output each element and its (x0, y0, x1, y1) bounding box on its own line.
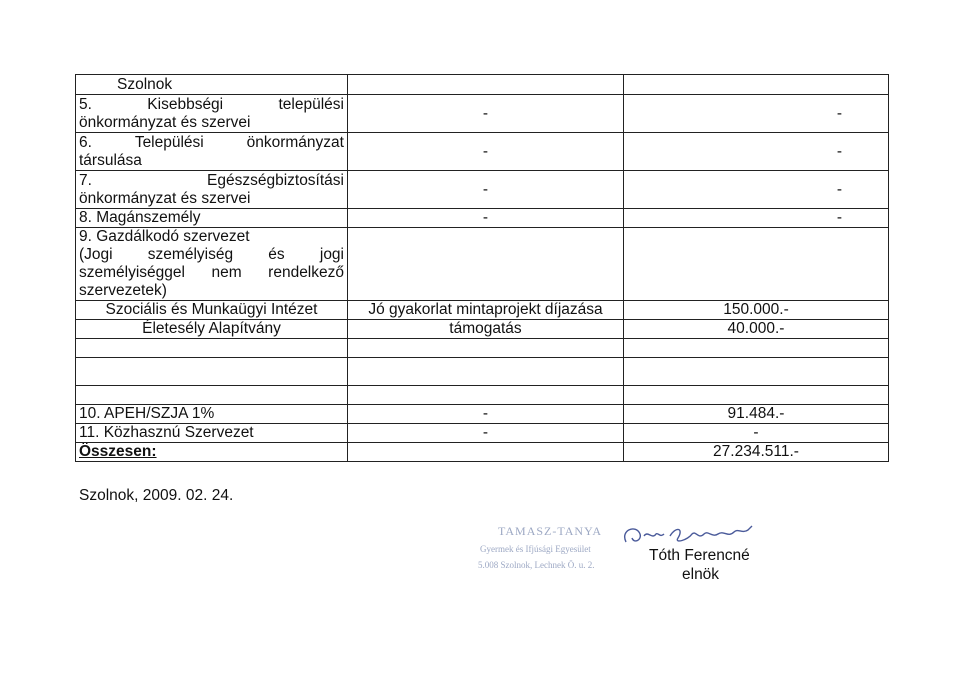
purpose-cell (348, 75, 624, 95)
purpose-cell: Jó gyakorlat mintaprojekt díjazása (348, 301, 624, 320)
total-label: Összesen: (76, 443, 348, 462)
table-row (76, 339, 889, 358)
purpose-cell (348, 228, 624, 301)
org-cell: Szociális és Munkaügyi Intézet (76, 301, 348, 320)
amount-cell: - (624, 171, 889, 209)
amount-cell: 40.000.- (624, 320, 889, 339)
org-line: önkormányzat és szervei (79, 113, 251, 131)
purpose-cell (348, 358, 624, 386)
table-row (76, 320, 889, 339)
table-row (76, 405, 889, 424)
purpose-cell: - (348, 209, 624, 228)
table-row (76, 133, 889, 171)
amount-cell (624, 386, 889, 405)
signer-name: Tóth Ferencné (649, 547, 750, 564)
signer-title: elnök (682, 566, 720, 583)
org-word: önkormányzat (246, 133, 344, 151)
org-line (79, 172, 344, 190)
stamp-line: TAMASZ-TANYA (498, 524, 603, 538)
purpose-cell: - (348, 171, 624, 209)
org-line (79, 96, 344, 114)
org-cell: 11. Közhasznú Szervezet (76, 424, 348, 443)
org-line: önkormányzat és szervei (79, 189, 251, 207)
org-cell: 8. Magánszemély (76, 209, 348, 228)
org-cell (76, 386, 348, 405)
org-line (79, 134, 344, 152)
table-row (76, 386, 889, 405)
amount-cell: 150.000.- (624, 301, 889, 320)
purpose-cell (348, 339, 624, 358)
org-number: 5. (79, 95, 92, 113)
table-row (76, 358, 889, 386)
table-row (76, 75, 889, 95)
org-word: Kisebbségi (147, 95, 224, 113)
org-cell (76, 95, 348, 133)
amount-cell (624, 358, 889, 386)
purpose-cell (348, 386, 624, 405)
support-table (75, 74, 889, 462)
org-word: Egészségbiztosítási (207, 171, 344, 189)
amount-cell: - (624, 424, 889, 443)
table-row (76, 228, 889, 301)
org-cell (76, 171, 348, 209)
org-word: települési (278, 95, 344, 113)
amount-cell: - (624, 95, 889, 133)
amount-cell (624, 339, 889, 358)
amount-cell (624, 228, 889, 301)
org-cell: Életesély Alapítvány (76, 320, 348, 339)
purpose-cell: - (348, 424, 624, 443)
amount-cell (624, 75, 889, 95)
stamp-line: Gyermek és Ifjúsági Egyesület (480, 544, 591, 554)
org-line: (Jogi személyiség és jogi személyiséggel nem rendelkező szervezetek) (79, 246, 344, 299)
org-cell: 10. APEH/SZJA 1% (76, 405, 348, 424)
org-cell (76, 133, 348, 171)
purpose-cell: támogatás (348, 320, 624, 339)
org-cell (76, 228, 348, 301)
date-line: Szolnok, 2009. 02. 24. (79, 487, 234, 504)
purpose-cell: - (348, 133, 624, 171)
table-row (76, 171, 889, 209)
amount-cell: - (624, 133, 889, 171)
purpose-cell: - (348, 95, 624, 133)
org-line: társulása (79, 151, 142, 169)
org-cell (76, 75, 348, 95)
org-number: 7. (79, 171, 92, 189)
purpose-cell: - (348, 405, 624, 424)
table-row (76, 424, 889, 443)
table-row (76, 95, 889, 133)
org-text: Szolnok (117, 75, 173, 93)
org-number: 6. (79, 133, 92, 151)
amount-cell: 91.484.- (624, 405, 889, 424)
stamp-line: 5.008 Szolnok, Lechnek Ö. u. 2. (478, 560, 595, 570)
table-row (76, 443, 889, 462)
purpose-cell (348, 443, 624, 462)
org-cell (76, 358, 348, 386)
organization-stamp (470, 520, 610, 582)
org-word: Települési (134, 133, 204, 151)
total-amount: 27.234.511.- (624, 443, 889, 462)
table-row (76, 209, 889, 228)
table-row (76, 301, 889, 320)
org-line: 9. Gazdálkodó szervezet (79, 228, 250, 245)
amount-cell: - (624, 209, 889, 228)
org-cell (76, 339, 348, 358)
